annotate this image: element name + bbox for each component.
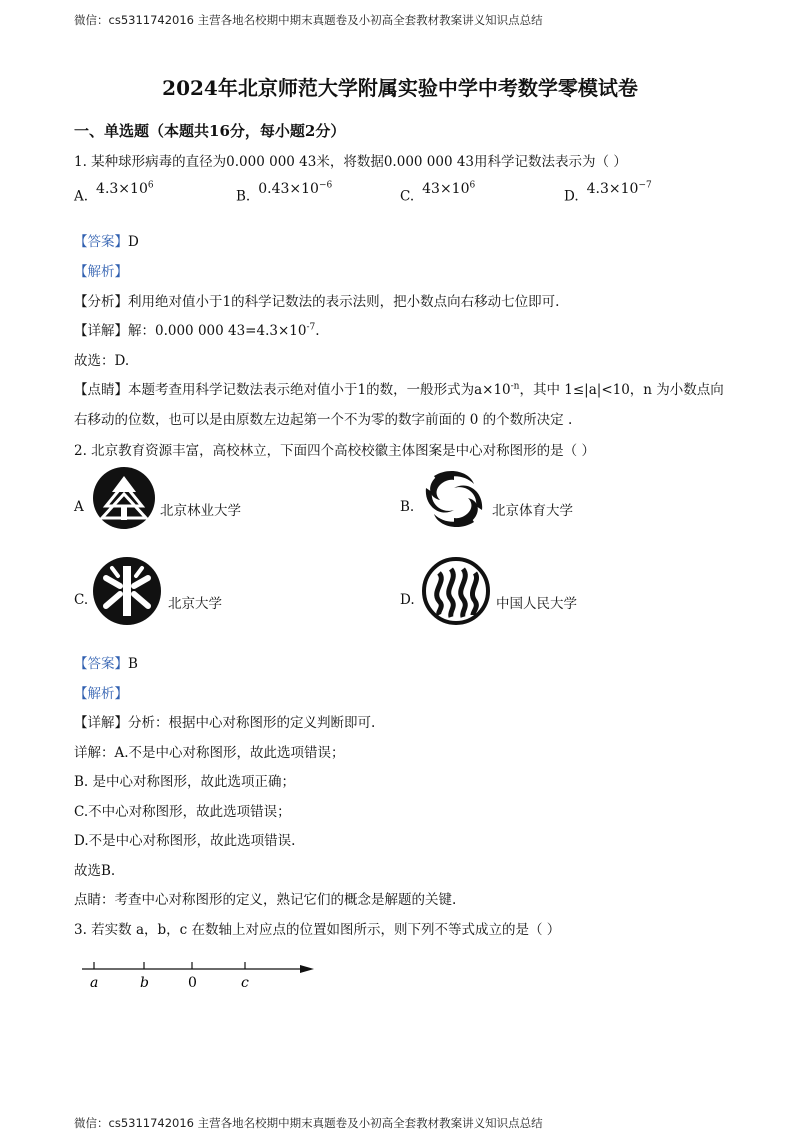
page-title: 2024年北京师范大学附属实验中学中考数学零模试卷 — [162, 76, 638, 100]
q2-line-4: D.不是中心对称图形，故此选项错误. — [74, 833, 296, 849]
label-b: b — [140, 975, 149, 991]
q2-line-1: 详解：A.不是中心对称图形，故此选项错误； — [74, 745, 345, 761]
q1-answer-value: D — [128, 234, 139, 250]
number-line-figure — [74, 955, 324, 995]
q1-option-a-exp: 6 — [147, 180, 154, 190]
q1-dianjing-exp: -n — [510, 381, 520, 392]
q1-option-b-letter: B. — [236, 188, 251, 205]
q2-line-5: 故选B. — [74, 863, 116, 879]
q1-option-a-base: 4.3×10 — [96, 180, 148, 197]
q1-xiangjie-end: . — [315, 323, 320, 339]
q2-answer-value: B — [128, 656, 138, 672]
q2-line-3: C.不中心对称图形，故此选项错误； — [74, 804, 291, 820]
q2-option-c-letter: C. — [74, 592, 89, 608]
q1-option-b-exp: −6 — [318, 180, 333, 190]
q2-xiangjie-text: 分析：根据中心对称图形的定义判断即可. — [128, 715, 376, 731]
q1-dianjing-end: ，其中 1≤|a|<10，n 为小数点向 — [519, 382, 724, 398]
q1-jiexi-tag: 【解析】 — [74, 264, 128, 280]
q1-option-c-exp: 6 — [469, 180, 476, 190]
q2-line-2: B. 是中心对称图形，故此选项正确； — [74, 774, 296, 790]
bsu-logo-icon — [420, 466, 488, 532]
dianjing-tag: 【点睛】 — [74, 382, 128, 398]
number-line-arrow-icon — [300, 965, 314, 973]
q1-xiangjie — [74, 319, 320, 339]
q2-jiexi-tag: 【解析】 — [74, 686, 128, 702]
q1-answer — [74, 230, 139, 250]
q1-fenxi — [74, 290, 559, 310]
q1-option-a — [74, 180, 154, 205]
q1-option-d-letter: D. — [564, 188, 579, 205]
q2-option-a-label: 北京林业大学 — [160, 503, 241, 519]
q2-option-d-label: 中国人民大学 — [496, 596, 577, 612]
pku-logo-icon — [92, 556, 162, 626]
q1-dianjing — [74, 378, 724, 398]
q1-xiangjie-exp: -7 — [306, 322, 316, 333]
xiangjie-tag: 【详解】 — [74, 323, 128, 339]
q1-option-c-letter: C. — [400, 188, 415, 205]
xiangjie-tag: 【详解】 — [74, 715, 128, 731]
q1-stem: 1. 某种球形病毒的直径为0.000 000 43米，将数据0.000 000 43用科学记数法表示为（ ） — [74, 154, 627, 170]
q1-dianjing-cont: 右移动的位数，也可以是由原数左边起第一个不为零的数字前面的 0 的个数所决定 . — [74, 412, 573, 428]
q1-option-d-exp: −7 — [638, 180, 652, 190]
bjfu-logo-icon — [92, 466, 156, 530]
q2-xiangjie — [74, 711, 375, 731]
q3-stem: 3. 若实数 a，b，c 在数轴上对应点的位置如图所示，则下列不等式成立的是（ ） — [74, 922, 561, 938]
fenxi-tag: 【分析】 — [74, 294, 128, 310]
q1-option-c-base: 43×10 — [422, 180, 470, 197]
q2-option-b-letter: B. — [400, 499, 415, 515]
q2-option-d-letter: D. — [400, 592, 415, 608]
label-0: 0 — [188, 975, 197, 991]
q1-option-a-letter: A. — [74, 188, 89, 205]
page-footer: 微信：cs5311742016 主营各地名校期中期末真题卷及小初高全套教材教案讲义知识点总结 — [74, 1116, 543, 1130]
q1-option-b-base: 0.43×10 — [258, 180, 319, 197]
q2-answer — [74, 652, 138, 672]
q2-line-6: 点睛：考查中心对称图形的定义，熟记它们的概念是解题的关键. — [74, 892, 457, 908]
answer-tag: 【答案】 — [74, 656, 128, 672]
q1-dianjing-text: 本题考查用科学记数法表示绝对值小于1的数，一般形式为a×10 — [128, 382, 511, 398]
q1-option-d-base: 4.3×10 — [586, 180, 639, 197]
q1-fenxi-text: 利用绝对值小于1的科学记数法的表示法则，把小数点向右移动七位即可. — [128, 294, 560, 310]
label-c: c — [241, 975, 249, 991]
q1-option-b — [236, 180, 333, 205]
ruc-logo-icon — [421, 557, 491, 625]
q1-option-c — [400, 180, 476, 205]
q1-xiangjie-text: 解：0.000 000 43=4.3×10 — [128, 323, 307, 339]
q2-option-c-label: 北京大学 — [168, 596, 222, 612]
q1-option-d — [564, 180, 652, 205]
q1-guxuan: 故选：D. — [74, 353, 130, 369]
answer-tag: 【答案】 — [74, 234, 128, 250]
q2-stem: 2. 北京教育资源丰富，高校林立，下面四个高校校徽主体图案是中心对称图形的是（ ） — [74, 443, 595, 459]
q2-option-b-label: 北京体育大学 — [492, 503, 573, 519]
page-header: 微信：cs5311742016 主营各地名校期中期末真题卷及小初高全套教材教案讲义知识点总结 — [74, 13, 543, 27]
q2-option-a-letter: A — [74, 499, 84, 515]
label-a: a — [90, 975, 99, 991]
section-heading: 一、单选题（本题共16分，每小题2分） — [74, 122, 346, 140]
